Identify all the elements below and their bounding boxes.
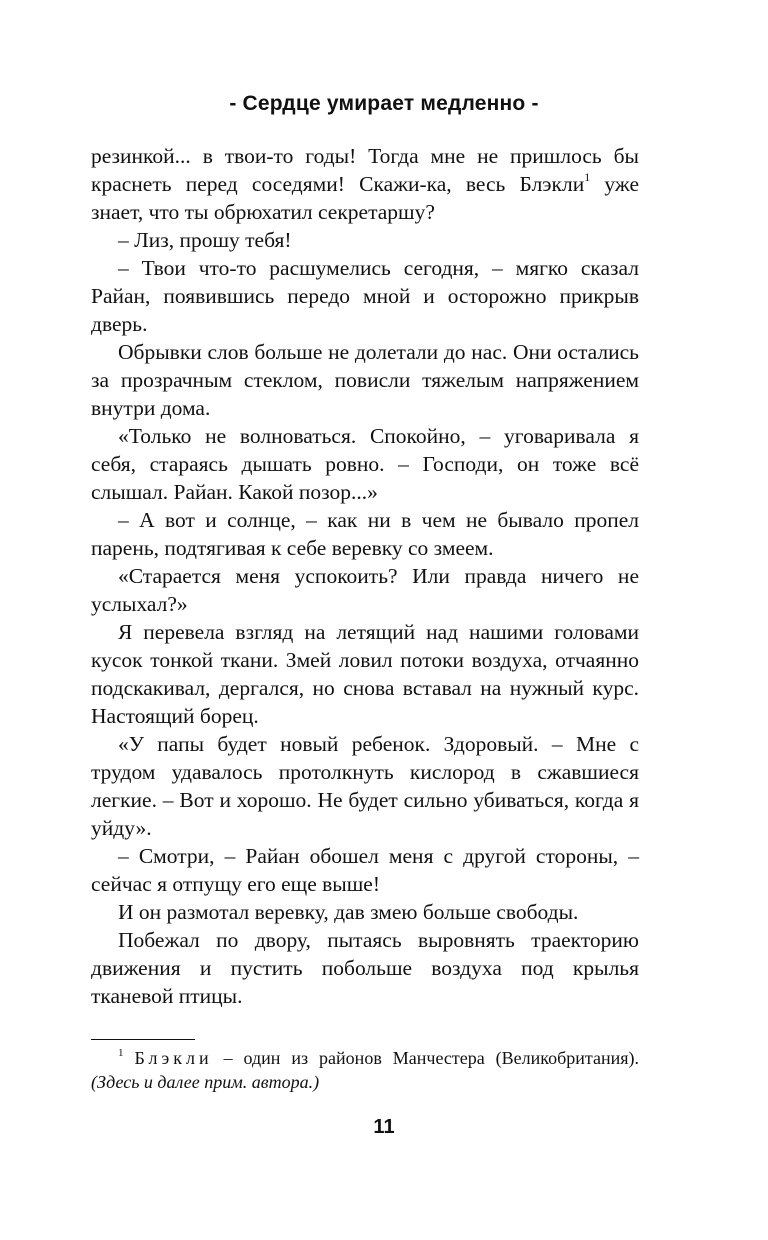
- paragraph-text: резинкой... в твои-то годы! Тогда мне не пришлось бы краснеть перед соседями! Скажи-ка, весь Блэкли: [91, 144, 639, 196]
- page-number: 11: [373, 1116, 395, 1138]
- footnote-term: Блэкли: [134, 1048, 213, 1068]
- paragraph: «Только не волноваться. Спокойно, – уговаривала я себя, стараясь дышать ровно. – Господи, он тоже всё слышал. Райан. Какой позор...»: [91, 424, 639, 504]
- paragraph: Я перевела взгляд на летящий над нашими головами кусок тонкой ткани. Змей ловил потоки воздуха, отчаянно подскакивал, дергался, но снова вставал на нужный курс. Настоящий борец.: [91, 620, 639, 728]
- paragraph: Побежал по двору, пытаясь выровнять траекторию движения и пустить побольше воздуха под крылья тканевой птицы.: [91, 928, 639, 1008]
- paragraph: «Старается меня успокоить? Или правда ничего не услыхал?»: [91, 564, 639, 616]
- paragraph: Обрывки слов больше не долетали до нас. Они остались за прозрачным стеклом, повисли тяжелым напряжением внутри дома.: [91, 340, 639, 420]
- footnote-author-note: (Здесь и далее прим. автора.): [91, 1072, 320, 1092]
- body-text: [91, 142, 639, 1010]
- paragraph: – Смотри, – Райан обошел меня с другой стороны, – сейчас я отпущу его еще выше!: [91, 844, 639, 896]
- footnote-text: – один из районов Манчестера (Великобритания).: [212, 1048, 639, 1068]
- footnote-divider: [91, 1039, 195, 1040]
- paragraph: [91, 142, 639, 226]
- footnote: [91, 1046, 639, 1094]
- paragraph: «У папы будет новый ребенок. Здоровый. – Мне с трудом удавалось протолкнуть кислород в сжавшиеся легкие. – Вот и хорошо. Не будет сильно убиваться, когда я уйду».: [91, 732, 639, 840]
- footnote-reference: 1: [584, 169, 591, 184]
- paragraph-text: уже знает, что ты обрюхатил секретаршу?: [91, 172, 639, 224]
- running-header: - Сердце умирает медленно -: [229, 92, 539, 115]
- footnote-marker: 1: [118, 1047, 124, 1059]
- paragraph: – А вот и солнце, – как ни в чем не бывало пропел парень, подтягивая к себе веревку со змеем.: [91, 508, 639, 560]
- paragraph: – Лиз, прошу тебя!: [118, 228, 292, 252]
- paragraph: И он размотал веревку, дав змею больше свободы.: [118, 900, 579, 924]
- paragraph: – Твои что-то расшумелись сегодня, – мягко сказал Райан, появившись передо мной и осторожно прикрыв дверь.: [91, 256, 639, 336]
